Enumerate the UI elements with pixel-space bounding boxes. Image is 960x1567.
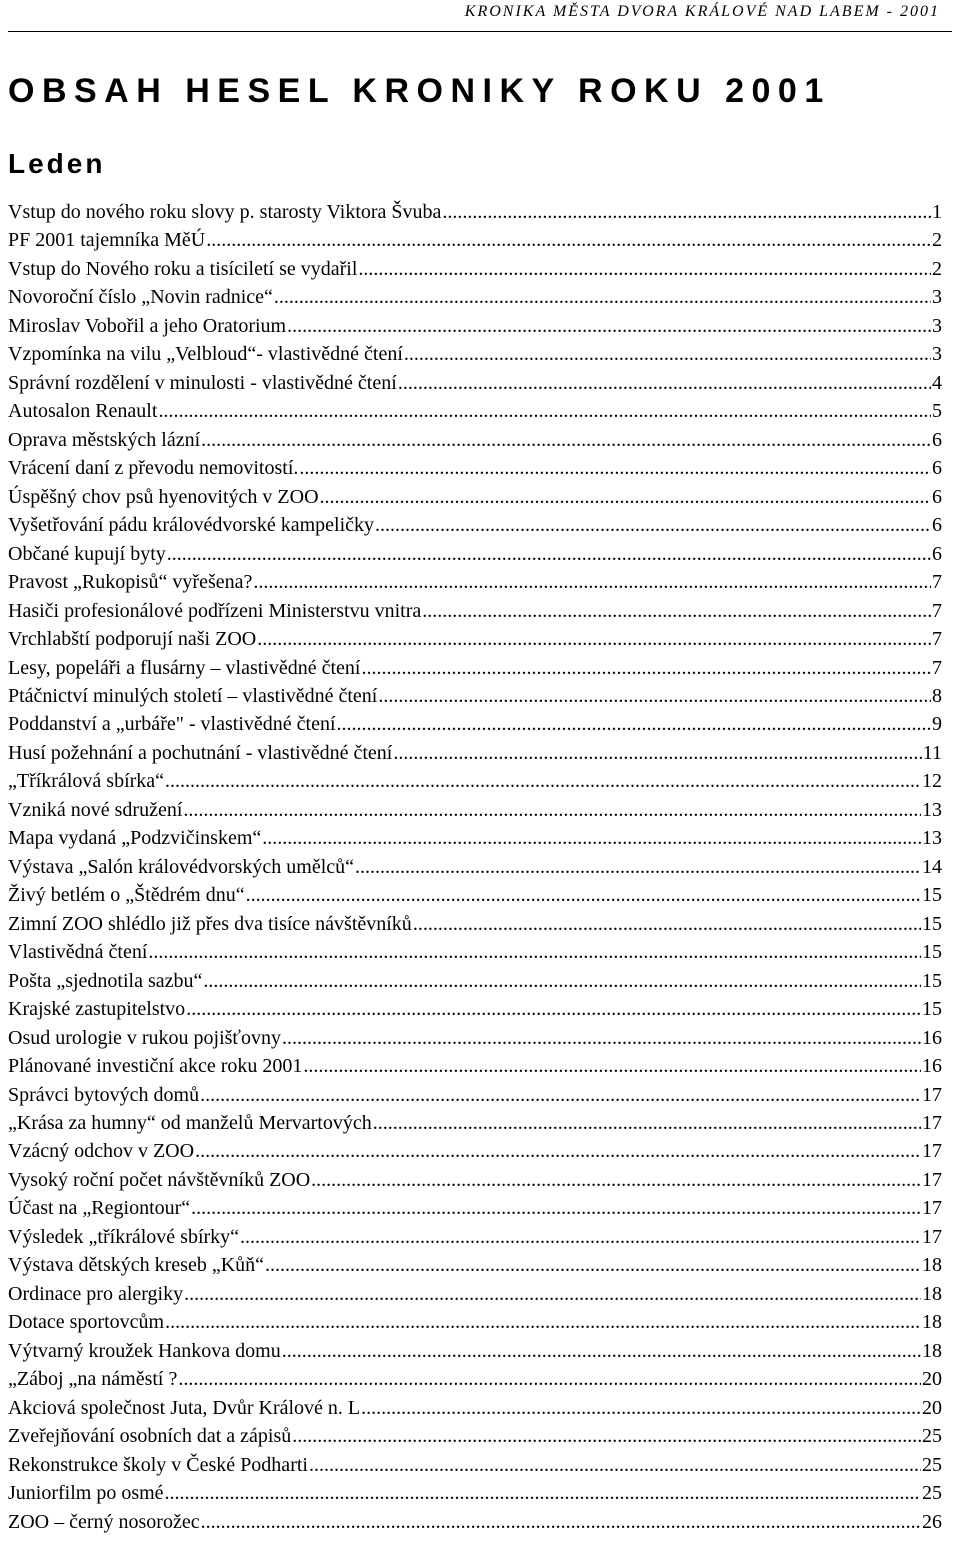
toc-leader-dots — [309, 1451, 921, 1479]
toc-leader-dots — [201, 1508, 921, 1536]
toc-entry-title: Vzácný odchov v ZOO — [8, 1140, 195, 1163]
toc-entry-title: Vstup do nového roku slovy p. starosty Viktora Švuba — [8, 201, 442, 223]
toc-leader-dots — [398, 369, 931, 397]
toc-leader-dots — [292, 1422, 921, 1450]
toc-entry-title: Výstava dětských kreseb „Kůň“ — [8, 1254, 265, 1277]
toc-entry-title: Lesy, popeláři a flusárny – vlastivědné čtení — [8, 656, 361, 679]
section-heading: Leden — [8, 148, 106, 179]
toc-entry-title: Živý betlém o „Štědrém dnu“ — [8, 884, 245, 907]
toc-entry-title: Mapa vydaná „Podzvičinskem“ — [8, 827, 262, 850]
toc-entry[interactable] — [8, 1337, 942, 1365]
toc-leader-dots — [287, 312, 931, 340]
toc-entry-page: 5 — [932, 400, 942, 423]
document-title: OBSAH HESEL KRONIKY ROKU 2001 — [8, 72, 831, 110]
toc-entry-page: 3 — [932, 286, 942, 309]
toc-entry-title: Zveřejňování osobních dat a zápisů — [8, 1425, 292, 1448]
toc-leader-dots — [413, 910, 921, 938]
toc-entry[interactable] — [8, 710, 942, 738]
toc-leader-dots — [240, 1223, 921, 1251]
toc-entry-title: „Tříkrálová sbírka“ — [8, 770, 165, 793]
toc-leader-dots — [274, 283, 931, 311]
toc-leader-dots — [246, 881, 921, 909]
toc-entry-title: Vstup do Nového roku a tisíciletí se vydařil — [8, 257, 358, 280]
toc-leader-dots — [361, 654, 931, 682]
toc-leader-dots — [257, 625, 931, 653]
toc-entry-title: Poddanství a „urbáře" - vlastivědné čtení — [8, 713, 336, 736]
toc-leader-dots — [265, 1251, 921, 1279]
toc-entry-page: 8 — [932, 684, 942, 707]
toc-leader-dots — [404, 340, 931, 368]
toc-entry-page: 25 — [922, 1425, 942, 1448]
toc-entry-title: Výtvarný kroužek Hankova domu — [8, 1339, 281, 1362]
toc-entry-title: Vysoký roční počet návštěvníků ZOO — [8, 1168, 311, 1191]
toc-entry-page: 26 — [922, 1510, 942, 1533]
toc-leader-dots — [184, 1280, 921, 1308]
toc-entry-page: 20 — [922, 1368, 942, 1391]
toc-leader-dots — [262, 824, 921, 852]
toc-leader-dots — [422, 597, 931, 625]
toc-entry[interactable] — [8, 910, 942, 938]
toc-entry-page: 18 — [922, 1311, 942, 1334]
toc-leader-dots — [165, 767, 921, 795]
toc-leader-dots — [303, 1052, 921, 1080]
toc-entry-page: 7 — [932, 599, 942, 622]
toc-entry-title: Účast na „Regiontour“ — [8, 1197, 191, 1220]
toc-entry[interactable] — [8, 511, 942, 539]
toc-entry[interactable] — [8, 853, 942, 881]
toc-entry[interactable] — [8, 881, 942, 909]
toc-entry-page: 17 — [922, 1197, 942, 1220]
running-header: KRONIKA MĚSTA DVORA KRÁLOVÉ NAD LABEM - 2001 — [464, 3, 940, 20]
toc-entry-page: 15 — [922, 998, 942, 1021]
toc-entry[interactable] — [8, 682, 942, 710]
toc-entry-title: Juniorfilm po osmé — [8, 1482, 164, 1505]
toc-leader-dots — [378, 682, 931, 710]
toc-entry[interactable] — [8, 198, 942, 226]
toc-entry-page: 17 — [922, 1083, 942, 1106]
header-rule — [8, 31, 952, 32]
toc-leader-dots — [203, 967, 921, 995]
toc-entry[interactable] — [8, 1194, 942, 1222]
toc-leader-dots — [311, 1166, 921, 1194]
toc-leader-dots — [148, 938, 921, 966]
toc-entry-title: Vlastivědná čtení — [8, 941, 148, 964]
toc-entry-title: Dotace sportovcům — [8, 1311, 165, 1334]
toc-entry-page: 25 — [922, 1453, 942, 1476]
toc-entry-page: 7 — [932, 571, 942, 594]
toc-leader-dots — [282, 1024, 921, 1052]
toc-entry-page: 20 — [922, 1396, 942, 1419]
toc-entry-page: 25 — [922, 1482, 942, 1505]
toc-entry[interactable] — [8, 597, 942, 625]
toc-leader-dots — [299, 454, 931, 482]
toc-leader-dots — [442, 198, 931, 226]
toc-entry-title: Zimní ZOO shlédlo již přes dva tisíce návštěvníků — [8, 912, 412, 935]
toc-entry[interactable] — [8, 1394, 942, 1422]
toc-entry-page: 17 — [922, 1168, 942, 1191]
toc-entry[interactable] — [8, 796, 942, 824]
toc-entry[interactable] — [8, 283, 942, 311]
toc-leader-dots — [375, 511, 931, 539]
toc-entry-title: Akciová společnost Juta, Dvůr Králové n. L — [8, 1396, 361, 1419]
toc-entry-page: 18 — [922, 1254, 942, 1277]
toc-entry-page: 9 — [932, 713, 942, 736]
toc-entry[interactable] — [8, 938, 942, 966]
toc-entry-title: „Záboj „na náměstí ? — [8, 1368, 178, 1391]
toc-entry-page: 2 — [932, 257, 942, 280]
toc-entry-title: Krajské zastupitelstvo — [8, 998, 186, 1021]
toc-leader-dots — [186, 995, 921, 1023]
toc-entry-page: 4 — [932, 371, 942, 394]
toc-leader-dots — [183, 796, 921, 824]
toc-entry-title: Úspěšný chov psů hyenovitých v ZOO — [8, 485, 319, 508]
toc-entry[interactable] — [8, 1137, 942, 1165]
toc-entry-title: Vzpomínka na vilu „Velbloud“- vlastivědné čtení — [8, 343, 403, 366]
toc-entry[interactable] — [8, 1166, 942, 1194]
toc-entry-title: Výsledek „tříkrálové sbírky“ — [8, 1225, 240, 1248]
toc-entry-page: 11 — [922, 741, 942, 764]
toc-entry-page: 16 — [922, 1055, 942, 1078]
toc-leader-dots — [165, 1479, 921, 1507]
toc-entry-page: 15 — [922, 969, 942, 992]
toc-entry[interactable] — [8, 1451, 942, 1479]
toc-entry-title: Vrchlabští podporují naši ZOO — [8, 628, 257, 651]
toc-leader-dots — [206, 226, 931, 254]
toc-entry-page: 7 — [932, 656, 942, 679]
toc-leader-dots — [320, 483, 931, 511]
toc-entry-title: Oprava městských lázní — [8, 428, 201, 451]
toc-entry[interactable] — [8, 568, 942, 596]
toc-entry[interactable] — [8, 654, 942, 682]
toc-entry[interactable] — [8, 1081, 942, 1109]
toc-entry-page: 17 — [922, 1225, 942, 1248]
toc-entry-title: Osud urologie v rukou pojišťovny — [8, 1026, 281, 1049]
toc-entry-title: Správci bytových domů — [8, 1083, 200, 1106]
toc-entry-page: 6 — [932, 485, 942, 508]
toc-leader-dots — [373, 1109, 921, 1137]
toc-entry[interactable] — [8, 255, 942, 283]
toc-entry-title: PF 2001 tajemníka MěÚ — [8, 229, 206, 252]
toc-entry[interactable] — [8, 1251, 942, 1279]
toc-entry-title: Občané kupují byty — [8, 542, 166, 565]
toc-entry[interactable] — [8, 1223, 942, 1251]
toc-entry[interactable] — [8, 1280, 942, 1308]
toc-entry[interactable] — [8, 226, 942, 254]
toc-entry-title: Pošta „sjednotila sazbu“ — [8, 969, 203, 992]
toc-leader-dots — [158, 397, 931, 425]
toc-entry-page: 13 — [922, 827, 942, 850]
toc-entry-page: 7 — [932, 628, 942, 651]
toc-leader-dots — [393, 739, 921, 767]
toc-leader-dots — [200, 1081, 921, 1109]
toc-entry-page: 15 — [922, 941, 942, 964]
toc-leader-dots — [282, 1337, 921, 1365]
toc-entry-title: „Krása za humny“ od manželů Mervartových — [8, 1112, 372, 1134]
toc-entry[interactable] — [8, 540, 942, 568]
toc-entry[interactable] — [8, 369, 942, 397]
toc-entry-title: Autosalon Renault — [8, 400, 158, 423]
toc-leader-dots — [355, 853, 921, 881]
toc-entry-title: Hasiči profesionálové podřízeni Ministerstvu vnitra — [8, 599, 422, 622]
toc-entry-page: 6 — [932, 542, 942, 565]
toc-entry[interactable] — [8, 1479, 942, 1507]
toc-entry-page: 3 — [932, 343, 942, 366]
toc-entry[interactable] — [8, 426, 942, 454]
toc-leader-dots — [358, 255, 931, 283]
toc-entry-title: Vyšetřování pádu královédvorské kampeličky — [8, 514, 375, 537]
toc-leader-dots — [178, 1365, 921, 1393]
toc-entry-page: 6 — [932, 514, 942, 537]
toc-entry-title: Vrácení daní z převodu nemovitostí. — [8, 457, 299, 480]
toc-entry[interactable] — [8, 312, 942, 340]
toc-entry-page: 1 — [932, 201, 942, 223]
toc-entry[interactable] — [8, 625, 942, 653]
toc-entry[interactable] — [8, 483, 942, 511]
toc-entry-page: 13 — [922, 798, 942, 821]
toc-entry-title: Výstava „Salón královédvorských umělců“ — [8, 855, 355, 878]
toc-entry[interactable] — [8, 767, 942, 795]
toc-entry-title: Vzniká nové sdružení — [8, 798, 183, 821]
toc-leader-dots — [337, 710, 932, 738]
toc-leader-dots — [253, 568, 931, 596]
toc-entry[interactable] — [8, 1365, 942, 1393]
toc-leader-dots — [165, 1308, 921, 1336]
toc-entry-title: Ordinace pro alergiky — [8, 1282, 184, 1305]
toc-entry-page: 17 — [922, 1112, 942, 1134]
toc-entry-title: Rekonstrukce školy v České Podharti — [8, 1453, 308, 1476]
toc-entry[interactable] — [8, 739, 942, 767]
toc-entry-title: Plánované investiční akce roku 2001 — [8, 1055, 303, 1078]
toc-entry-page: 2 — [932, 229, 942, 252]
toc-entry[interactable] — [8, 824, 942, 852]
toc-entry-page: 15 — [922, 912, 942, 935]
toc-entry[interactable] — [8, 1508, 942, 1536]
toc-leader-dots — [191, 1194, 921, 1222]
toc-entry[interactable] — [8, 340, 942, 368]
toc-entry-title: Pravost „Rukopisů“ vyřešena? — [8, 571, 253, 594]
toc-entry-title: ZOO – černý nosorožec — [8, 1510, 200, 1533]
toc-entry[interactable] — [8, 397, 942, 425]
toc-entry[interactable] — [8, 454, 942, 482]
toc-leader-dots — [195, 1137, 921, 1165]
toc-entry-title: Ptáčnictví minulých století – vlastivědné čtení — [8, 684, 378, 707]
toc-entry-title: Miroslav Vobořil a jeho Oratorium — [8, 314, 287, 337]
toc-entry-title: Správní rozdělení v minulosti - vlastivědné čtení — [8, 371, 397, 394]
table-of-contents — [8, 198, 942, 1536]
toc-entry-page: 17 — [922, 1140, 942, 1163]
toc-leader-dots — [167, 540, 931, 568]
toc-entry-page: 15 — [922, 884, 942, 907]
toc-entry[interactable] — [8, 1422, 942, 1450]
toc-entry[interactable] — [8, 1052, 942, 1080]
toc-entry-page: 12 — [922, 770, 942, 793]
toc-entry-page: 14 — [922, 855, 942, 878]
toc-entry-page: 18 — [922, 1282, 942, 1305]
toc-entry-title: Novoroční číslo „Novin radnice“ — [8, 286, 273, 309]
toc-entry[interactable] — [8, 967, 942, 995]
toc-entry-page: 3 — [932, 314, 942, 337]
toc-entry[interactable] — [8, 1308, 942, 1336]
toc-entry-page: 6 — [932, 428, 942, 451]
toc-entry-title: Husí požehnání a pochutnání - vlastivědné čtení — [8, 741, 393, 764]
toc-entry[interactable] — [8, 1024, 942, 1052]
toc-leader-dots — [201, 426, 931, 454]
toc-entry-page: 16 — [922, 1026, 942, 1049]
toc-entry-page: 18 — [922, 1339, 942, 1362]
toc-entry[interactable] — [8, 1109, 942, 1137]
toc-entry-page: 6 — [932, 457, 942, 480]
toc-leader-dots — [361, 1394, 921, 1422]
toc-entry[interactable] — [8, 995, 942, 1023]
